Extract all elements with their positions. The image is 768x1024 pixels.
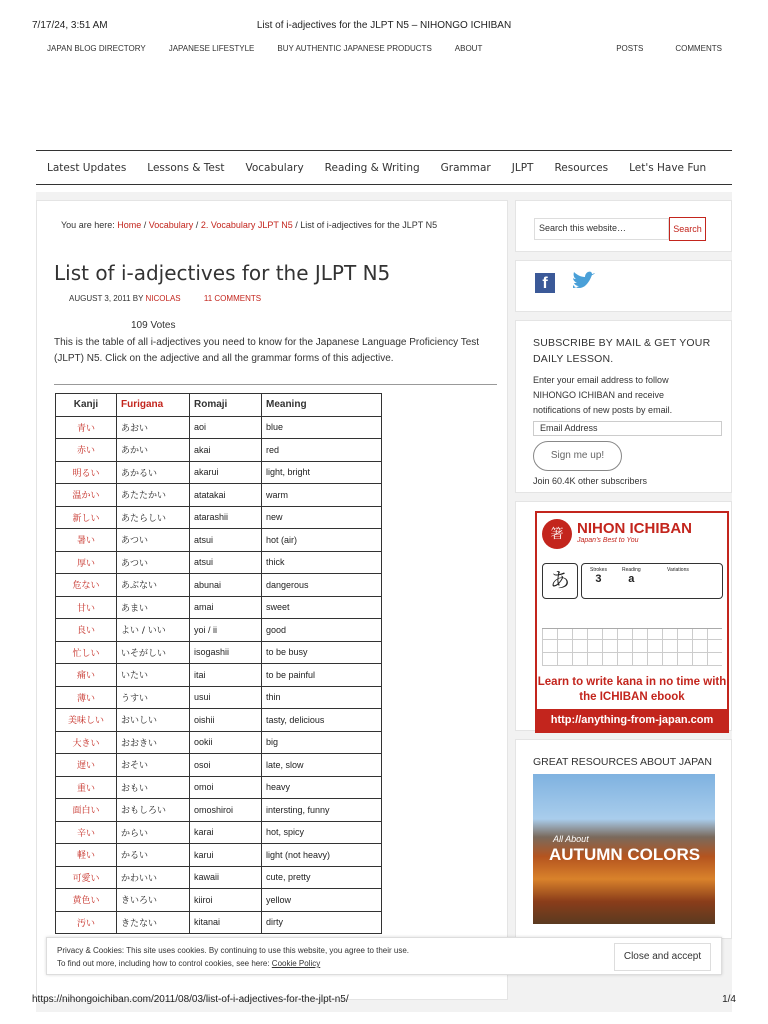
ad-url[interactable]: http://anything-from-japan.com — [537, 709, 727, 731]
romaji-cell: abunai — [190, 574, 262, 597]
meaning-cell: thin — [262, 686, 382, 709]
main-nav-item[interactable]: JLPT — [511, 162, 534, 174]
furigana-cell: あまい — [117, 596, 190, 619]
romaji-cell: osoi — [190, 754, 262, 777]
header-furigana: Furigana — [117, 394, 190, 417]
romaji-cell: atsui — [190, 551, 262, 574]
furigana-cell: いたい — [117, 664, 190, 687]
meaning-cell: red — [262, 439, 382, 462]
main-nav-item[interactable]: Let's Have Fun — [629, 162, 707, 174]
romaji-cell: amai — [190, 596, 262, 619]
main-nav-item[interactable]: Latest Updates — [47, 162, 127, 174]
top-nav-item[interactable]: JAPAN BLOG DIRECTORY — [47, 44, 146, 53]
romaji-cell: isogashii — [190, 641, 262, 664]
main-nav-item[interactable]: Lessons & Test — [147, 162, 225, 174]
kanji-link[interactable]: 新しい — [56, 506, 117, 529]
print-date: 7/17/24, 3:51 AM — [32, 20, 108, 31]
adjectives-table — [55, 393, 382, 934]
autumn-colors-image[interactable]: All About AUTUMN COLORS — [533, 774, 715, 924]
romaji-cell: yoi / ii — [190, 619, 262, 642]
subscribe-widget — [515, 320, 732, 493]
breadcrumb: You are here: Home / Vocabulary / 2. Vocabulary JLPT N5 / List of i-adjectives for the JLPT N5 — [61, 220, 438, 230]
table-row — [56, 866, 382, 889]
content-area — [36, 200, 508, 1000]
furigana-cell: きいろい — [117, 889, 190, 912]
table-row — [56, 911, 382, 934]
furigana-cell: あつい — [117, 551, 190, 574]
table-row — [56, 551, 382, 574]
breadcrumb-home-link[interactable]: Home — [117, 220, 142, 230]
table-row — [56, 461, 382, 484]
ad-info-box: Strokes 3 Reading a Variations — [581, 563, 723, 599]
table-row — [56, 664, 382, 687]
kanji-link[interactable]: 厚い — [56, 551, 117, 574]
table-row — [56, 776, 382, 799]
ad-tagline: Japan's Best to You — [577, 537, 639, 544]
kanji-link[interactable]: 美味しい — [56, 709, 117, 732]
table-row — [56, 754, 382, 777]
romaji-cell: akai — [190, 439, 262, 462]
romaji-cell: aoi — [190, 416, 262, 439]
cookie-banner — [46, 937, 722, 975]
furigana-cell: かるい — [117, 844, 190, 867]
kanji-link[interactable]: 良い — [56, 619, 117, 642]
table-row — [56, 506, 382, 529]
meaning-cell: sweet — [262, 596, 382, 619]
ad-widget — [515, 501, 732, 731]
search-input[interactable]: Search this website… — [534, 218, 669, 240]
romaji-cell: oishii — [190, 709, 262, 732]
furigana-cell: あたたかい — [117, 484, 190, 507]
furigana-cell: かわいい — [117, 866, 190, 889]
social-widget — [515, 260, 732, 312]
print-header — [0, 0, 768, 32]
kanji-link[interactable]: 暑い — [56, 529, 117, 552]
header-meaning: Meaning — [262, 394, 382, 417]
main-nav-item[interactable]: Resources — [554, 162, 609, 174]
facebook-icon[interactable]: f — [535, 273, 555, 293]
romaji-cell: ookii — [190, 731, 262, 754]
resources-title: GREAT RESOURCES ABOUT JAPAN — [533, 756, 712, 768]
subscribers-count: Join 60.4K other subscribers — [533, 476, 648, 486]
furigana-cell: あおい — [117, 416, 190, 439]
romaji-cell: atsui — [190, 529, 262, 552]
table-row — [56, 416, 382, 439]
ebook-ad[interactable] — [535, 511, 729, 733]
meaning-cell: warm — [262, 484, 382, 507]
subscribe-title: SUBSCRIBE BY MAIL & GET YOUR DAILY LESSON. — [533, 337, 711, 365]
furigana-cell: あかるい — [117, 461, 190, 484]
breadcrumb-current: List of i-adjectives for the JLPT N5 — [300, 220, 438, 230]
signup-button[interactable]: Sign me up! — [533, 441, 622, 471]
kanji-link[interactable]: 重い — [56, 776, 117, 799]
top-nav-item[interactable]: BUY AUTHENTIC JAPANESE PRODUCTS — [277, 44, 432, 53]
furigana-cell: よい / いい — [117, 619, 190, 642]
print-url: https://nihongoichiban.com/2011/08/03/list-of-i-adjectives-for-the-jlpt-n5/ — [32, 994, 349, 1005]
author-link[interactable]: NICOLAS — [145, 294, 181, 303]
post-meta — [69, 294, 261, 303]
kanji-link[interactable]: 赤い — [56, 439, 117, 462]
top-nav-item[interactable]: JAPANESE LIFESTYLE — [168, 44, 255, 53]
kanji-link[interactable]: 痛い — [56, 664, 117, 687]
meaning-cell: blue — [262, 416, 382, 439]
subscribe-text: Enter your email address to follow NIHONGO ICHIBAN and receive notifications of new posts by email. — [533, 375, 673, 415]
meaning-cell: yellow — [262, 889, 382, 912]
romaji-cell: karai — [190, 821, 262, 844]
meaning-cell: hot, spicy — [262, 821, 382, 844]
furigana-cell: きたない — [117, 911, 190, 934]
ad-cta: Learn to write kana in no time with the ICHIBAN ebook — [537, 676, 727, 703]
print-page-number: 1/4 — [722, 994, 736, 1005]
meaning-cell: cute, pretty — [262, 866, 382, 889]
comments-link[interactable]: 11 COMMENTS — [203, 294, 262, 303]
kanji-link[interactable]: 面白い — [56, 799, 117, 822]
top-nav-item[interactable]: COMMENTS — [675, 44, 722, 53]
top-nav-item[interactable]: POSTS — [616, 44, 644, 53]
divider — [54, 384, 497, 385]
main-nav-item[interactable]: Grammar — [440, 162, 491, 174]
nihon-ichiban-logo-icon: 箸 — [542, 519, 572, 549]
furigana-cell: いそがしい — [117, 641, 190, 664]
main-nav-item[interactable]: Reading & Writing — [324, 162, 420, 174]
kanji-link[interactable]: 明るい — [56, 461, 117, 484]
meaning-cell: good — [262, 619, 382, 642]
romaji-cell: omoi — [190, 776, 262, 799]
romaji-cell: atarashii — [190, 506, 262, 529]
page-title: List of i-adjectives for the JLPT N5 — [54, 261, 391, 285]
breadcrumb-prefix: You are here: — [61, 220, 115, 230]
meaning-cell: hot (air) — [262, 529, 382, 552]
meaning-cell: dirty — [262, 911, 382, 934]
meaning-cell: heavy — [262, 776, 382, 799]
kanji-link[interactable]: 遅い — [56, 754, 117, 777]
sidebar — [515, 200, 732, 947]
search-button[interactable]: Search — [669, 217, 706, 241]
kanji-link[interactable]: 可愛い — [56, 866, 117, 889]
kanji-link[interactable]: 温かい — [56, 484, 117, 507]
meaning-cell: light, bright — [262, 461, 382, 484]
kanji-link[interactable]: 大きい — [56, 731, 117, 754]
kanji-link[interactable]: 黄色い — [56, 889, 117, 912]
table-row — [56, 889, 382, 912]
romaji-cell: karui — [190, 844, 262, 867]
kanji-link[interactable]: 甘い — [56, 596, 117, 619]
meaning-cell: to be painful — [262, 664, 382, 687]
romaji-cell: kawaii — [190, 866, 262, 889]
furigana-cell: おもしろい — [117, 799, 190, 822]
table-row — [56, 731, 382, 754]
furigana-cell: おそい — [117, 754, 190, 777]
main-nav — [36, 150, 732, 185]
table-row — [56, 529, 382, 552]
table-row — [56, 709, 382, 732]
furigana-cell: あぶない — [117, 574, 190, 597]
post-date: AUGUST 3, 2011 — [69, 294, 131, 303]
romaji-cell: omoshiroi — [190, 799, 262, 822]
votes-count: 109 Votes — [131, 320, 176, 331]
romaji-cell: kiiroi — [190, 889, 262, 912]
header-kanji: Kanji — [56, 394, 117, 417]
cookie-text: Privacy & Cookies: This site uses cookies. By continuing to use this website, you agree to their use. To find out more, including how to control cookies, see here: Cookie Policy — [57, 946, 410, 968]
table-row — [56, 596, 382, 619]
meaning-cell: tasty, delicious — [262, 709, 382, 732]
kanji-link[interactable]: 危ない — [56, 574, 117, 597]
table-row — [56, 619, 382, 642]
breadcrumb-vocab-link[interactable]: Vocabulary — [148, 220, 194, 230]
meaning-cell: late, slow — [262, 754, 382, 777]
romaji-cell: atatakai — [190, 484, 262, 507]
twitter-icon[interactable] — [570, 271, 596, 293]
furigana-cell: おおきい — [117, 731, 190, 754]
close-accept-button[interactable]: Close and accept — [614, 943, 711, 971]
main-nav-item[interactable]: Vocabulary — [245, 162, 304, 174]
meaning-cell: thick — [262, 551, 382, 574]
romaji-cell: kitanai — [190, 911, 262, 934]
table-row — [56, 439, 382, 462]
furigana-cell: あたらしい — [117, 506, 190, 529]
furigana-cell: あつい — [117, 529, 190, 552]
ad-brand: NIHON ICHIBAN — [577, 520, 693, 537]
meaning-cell: to be busy — [262, 641, 382, 664]
post-by: BY — [132, 294, 144, 303]
breadcrumb-jlpt-link[interactable]: 2. Vocabulary JLPT N5 — [200, 220, 293, 230]
resources-widget — [515, 739, 732, 939]
top-nav — [0, 44, 768, 58]
email-field[interactable]: Email Address — [533, 421, 722, 436]
kanji-link[interactable]: 辛い — [56, 821, 117, 844]
romaji-cell: itai — [190, 664, 262, 687]
table-row — [56, 641, 382, 664]
meaning-cell: big — [262, 731, 382, 754]
intro-text: This is the table of all i-adjectives you need to know for the Japanese Language Proficiency Test (JLPT) N5. Click on the adjective and all the grammar forms of this adjective. — [54, 337, 480, 364]
furigana-cell: うすい — [117, 686, 190, 709]
furigana-cell: おいしい — [117, 709, 190, 732]
print-title: List of i-adjectives for the JLPT N5 – NIHONGO ICHIBAN — [256, 20, 512, 31]
table-row — [56, 686, 382, 709]
table-row — [56, 574, 382, 597]
cookie-policy-link[interactable]: Cookie Policy — [271, 959, 321, 968]
table-row — [56, 844, 382, 867]
search-widget — [515, 200, 732, 252]
kanji-link[interactable]: 青い — [56, 416, 117, 439]
romaji-cell: usui — [190, 686, 262, 709]
furigana-cell: あかい — [117, 439, 190, 462]
ad-kana: あ — [542, 563, 578, 599]
kanji-link[interactable]: 汚い — [56, 911, 117, 934]
romaji-cell: akarui — [190, 461, 262, 484]
kanji-link[interactable]: 軽い — [56, 844, 117, 867]
kanji-link[interactable]: 薄い — [56, 686, 117, 709]
kanji-link[interactable]: 忙しい — [56, 641, 117, 664]
table-row — [56, 821, 382, 844]
meaning-cell: light (not heavy) — [262, 844, 382, 867]
meaning-cell: intersting, funny — [262, 799, 382, 822]
top-nav-item[interactable]: ABOUT — [454, 44, 483, 53]
meaning-cell: dangerous — [262, 574, 382, 597]
header-romaji: Romaji — [190, 394, 262, 417]
meaning-cell: new — [262, 506, 382, 529]
ad-practice-grid — [542, 628, 722, 666]
table-row — [56, 799, 382, 822]
furigana-cell: からい — [117, 821, 190, 844]
furigana-cell: おもい — [117, 776, 190, 799]
table-row — [56, 484, 382, 507]
